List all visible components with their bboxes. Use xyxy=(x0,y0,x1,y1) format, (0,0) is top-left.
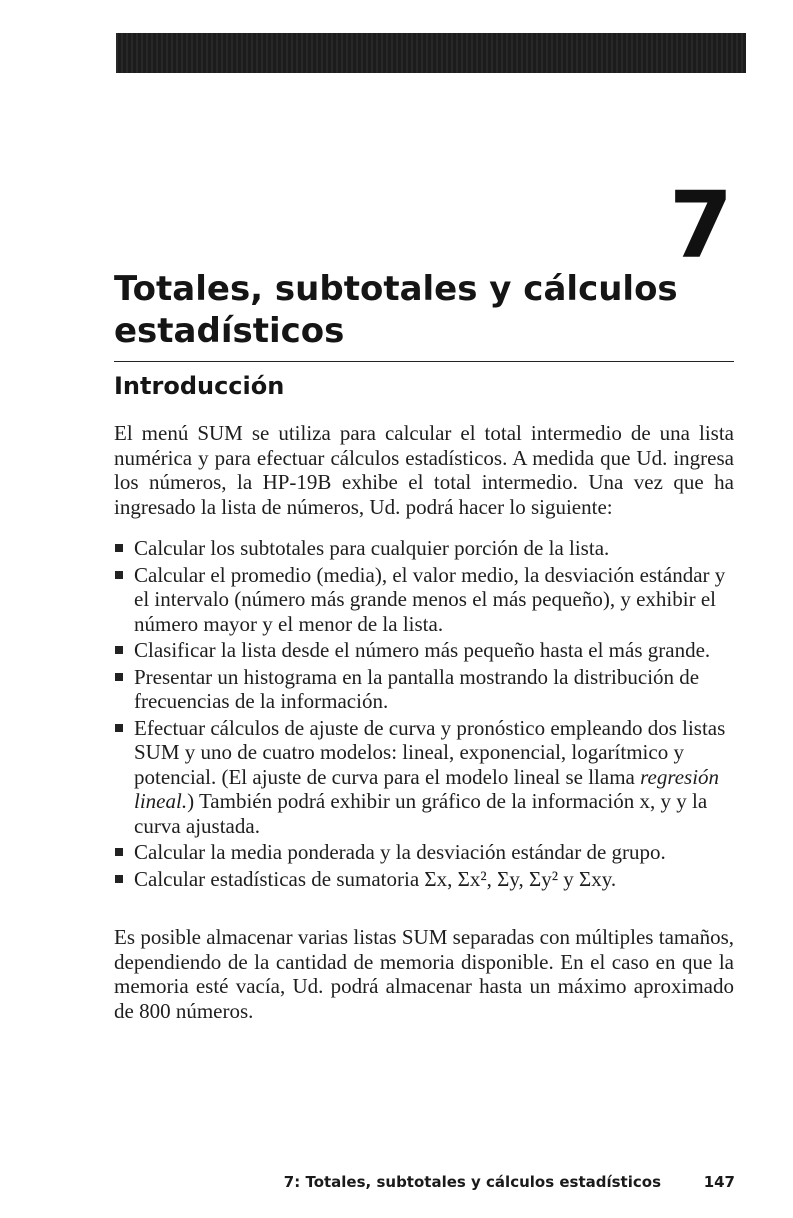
list-item-text: Clasificar la lista desde el número más pequeño hasta el más grande. xyxy=(134,638,711,662)
square-bullet-icon xyxy=(115,724,123,732)
square-bullet-icon xyxy=(115,673,123,681)
square-bullet-icon xyxy=(115,544,123,552)
chapter-number: 7 xyxy=(668,172,731,279)
list-item xyxy=(114,867,734,892)
list-item-text-before: Efectuar cálculos de ajuste de curva y pronóstico empleando dos listas SUM y uno de cuatro modelos: lineal, exponencial, logarítmico y potencial. (El ajuste de curva para el modelo lineal se llama xyxy=(134,715,726,789)
list-item-text: Calcular estadísticas de sumatoria Σx, Σx², Σy, Σy² y Σxy. xyxy=(134,866,617,891)
intro-paragraph: El menú SUM se utiliza para calcular el total intermedio de una lista numérica y para efectuar cálculos estadísticos. A medida que Ud. ingresa los números, la HP-19B exhibe el total intermedio. Una vez que ha ingresado la lista de números, Ud. podrá hacer lo siguiente: xyxy=(114,421,734,519)
list-item-text: Presentar un histograma en la pantalla mostrando la distribución de frecuencias de la información. xyxy=(134,664,700,713)
chapter-title: Totales, subtotales y cálculos estadísticos xyxy=(114,269,678,351)
list-item-italic: regresión lineal. xyxy=(134,764,720,813)
list-item xyxy=(114,638,734,663)
square-bullet-icon xyxy=(115,571,123,579)
list-item-text: Calcular el promedio (media), el valor medio, la desviación estándar y el intervalo (número más grande menos el más pequeño), y exhibir el número mayor y el menor de la lista. xyxy=(134,562,726,636)
list-item-text: Calcular los subtotales para cualquier porción de la lista. xyxy=(134,536,610,560)
square-bullet-icon xyxy=(115,848,123,856)
square-bullet-icon xyxy=(115,646,123,654)
list-item xyxy=(114,563,734,637)
feature-list xyxy=(114,536,734,893)
footer-running-title: 7: Totales, subtotales y cálculos estadísticos xyxy=(283,1173,661,1191)
list-item-text: Calcular la media ponderada y la desviación estándar de grupo. xyxy=(134,840,666,864)
title-divider xyxy=(114,361,734,362)
square-bullet-icon xyxy=(115,875,123,883)
list-item-text-after: ) También podrá exhibir un gráfico de la información x, y y la curva ajustada. xyxy=(134,789,708,838)
list-item xyxy=(114,536,734,561)
list-item xyxy=(114,716,734,839)
section-heading: Introducción xyxy=(114,372,285,400)
list-item xyxy=(114,840,734,865)
chapter-header-bar xyxy=(116,33,746,73)
list-item xyxy=(114,665,734,714)
closing-paragraph: Es posible almacenar varias listas SUM separadas con múltiples tamaños, dependiendo de la cantidad de memoria disponible. En el caso en que la memoria esté vacía, Ud. podrá almacenar hasta un máximo aproximado de 800 números. xyxy=(114,925,734,1023)
page-number: 147 xyxy=(703,1173,735,1191)
